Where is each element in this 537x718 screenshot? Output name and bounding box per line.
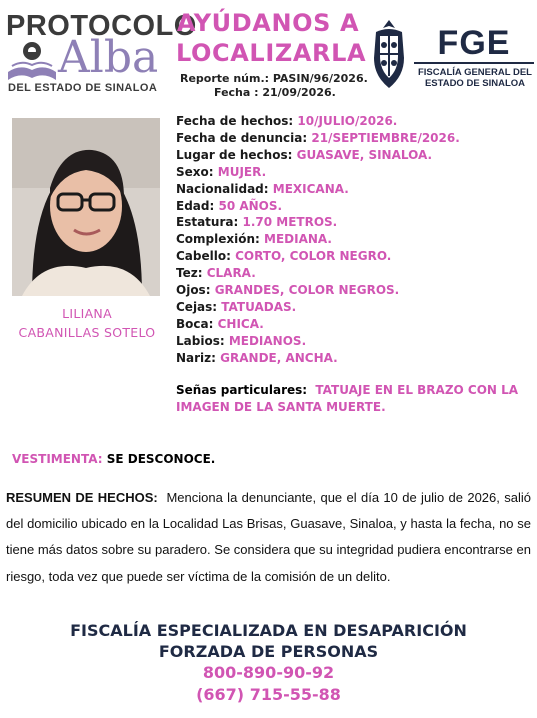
detail-row xyxy=(176,350,536,367)
detail-label: Nariz: xyxy=(176,350,216,365)
detail-label: Nacionalidad: xyxy=(176,181,269,196)
headline xyxy=(176,8,367,68)
detail-row xyxy=(176,214,536,231)
detail-label: Boca: xyxy=(176,316,214,331)
detail-value: MUJER. xyxy=(217,164,267,179)
detail-label: Lugar de hechos: xyxy=(176,147,293,162)
distinguishing-marks xyxy=(176,382,532,416)
detail-label: Complexión: xyxy=(176,232,260,247)
fge-subtitle-line-1: FISCALÍA GENERAL DEL xyxy=(417,67,532,78)
detail-row xyxy=(176,231,536,248)
detail-label: Fecha de hechos: xyxy=(176,114,294,128)
protocolo-logo-text: PROTOCOLO xyxy=(6,10,197,42)
footer-title xyxy=(0,620,537,662)
detail-label: Cejas: xyxy=(176,299,218,314)
detail-label: Estatura: xyxy=(176,215,239,230)
alba-emblem-icon xyxy=(6,38,58,82)
headline-line-2: LOCALIZARLA xyxy=(176,39,367,67)
missing-person-photo xyxy=(12,118,160,296)
detail-row xyxy=(176,299,536,316)
detail-row xyxy=(176,130,536,147)
resumen-text: Menciona la denunciante, que el día 10 de julio de 2026, salió del domicilio ubicado en la Localidad Las Brisas, Guasave, Sinaloa, y hasta la fecha, no se tiene más datos sobre su paradero. Se considera que su integridad pudiera encontrarse en riesgo, toda vez que puede ser víctima de la comisión de un delito. xyxy=(6,490,531,584)
detail-row xyxy=(176,248,536,265)
person-name xyxy=(4,304,170,342)
detail-value: CHICA. xyxy=(217,316,264,331)
detail-value: 21/SEPTIEMBRE/2026. xyxy=(311,130,460,145)
detail-row xyxy=(176,164,536,181)
senas-label: Señas particulares: xyxy=(176,383,308,397)
detail-label: Sexo: xyxy=(176,164,214,179)
detail-value: GRANDES, COLOR NEGROS. xyxy=(214,283,400,298)
clothing xyxy=(12,452,215,466)
detail-label: Edad: xyxy=(176,198,215,213)
details-list xyxy=(176,113,536,367)
footer-title-line-2: FORZADA DE PERSONAS xyxy=(158,642,379,661)
headline-line-1: AYÚDANOS A xyxy=(176,9,360,37)
detail-value: 10/JULIO/2026. xyxy=(297,114,398,128)
fge-title: FGE xyxy=(437,24,511,62)
detail-value: 50 AÑOS. xyxy=(218,198,283,213)
vestimenta-value: SE DESCONOCE. xyxy=(106,452,216,466)
fge-divider xyxy=(414,62,534,64)
detail-value: MEDIANA. xyxy=(264,232,332,247)
detail-row xyxy=(176,333,536,350)
detail-value: CORTO, COLOR NEGRO. xyxy=(235,249,392,264)
report-date: Fecha : 21/09/2026. xyxy=(214,86,336,99)
detail-value: GUASAVE, SINALOA. xyxy=(296,147,433,162)
phone-number-2[interactable]: (667) 715-55-88 xyxy=(196,685,341,704)
fge-subtitle-line-2: ESTADO DE SINALOA xyxy=(424,78,526,89)
fge-subtitle xyxy=(412,67,537,89)
detail-label: Ojos: xyxy=(176,283,211,298)
facts-summary xyxy=(6,485,531,590)
detail-value: 1.70 METROS. xyxy=(242,215,338,230)
logo-state-text: DEL ESTADO DE SINALOA xyxy=(8,82,158,94)
person-name-line-2: CABANILLAS SOTELO xyxy=(18,325,156,340)
detail-row xyxy=(176,181,536,198)
detail-value: CLARA. xyxy=(206,266,256,281)
detail-row xyxy=(176,316,536,333)
vestimenta-label: VESTIMENTA: xyxy=(12,452,103,466)
detail-value: MEDIANOS. xyxy=(228,333,307,348)
detail-row xyxy=(176,113,536,130)
detail-row xyxy=(176,198,536,215)
phone-number-1[interactable]: 800-890-90-92 xyxy=(202,663,335,682)
detail-row xyxy=(176,282,536,299)
senas-value: TATUAJE EN EL BRAZO CON LA IMAGEN DE LA SANTA MUERTE. xyxy=(176,383,519,414)
footer-title-line-1: FISCALÍA ESPECIALIZADA EN DESAPARICIÓN xyxy=(70,621,467,640)
detail-value: GRANDE, ANCHA. xyxy=(220,350,338,365)
detail-value: TATUADAS. xyxy=(221,299,297,314)
detail-row xyxy=(176,147,536,164)
detail-label: Labios: xyxy=(176,333,225,348)
alba-logo-text: Alba xyxy=(58,32,159,83)
detail-label: Cabello: xyxy=(176,249,231,264)
detail-label: Fecha de denuncia: xyxy=(176,130,308,145)
detail-label: Tez: xyxy=(176,266,203,281)
sinaloa-seal-icon xyxy=(368,18,410,92)
report-number: Reporte núm.: PASIN/96/2026. xyxy=(180,72,368,85)
person-name-line-1: LILIANA xyxy=(62,306,112,321)
resumen-label: RESUMEN DE HECHOS: xyxy=(6,490,158,505)
detail-value: MEXICANA. xyxy=(272,181,349,196)
detail-row xyxy=(176,265,536,282)
